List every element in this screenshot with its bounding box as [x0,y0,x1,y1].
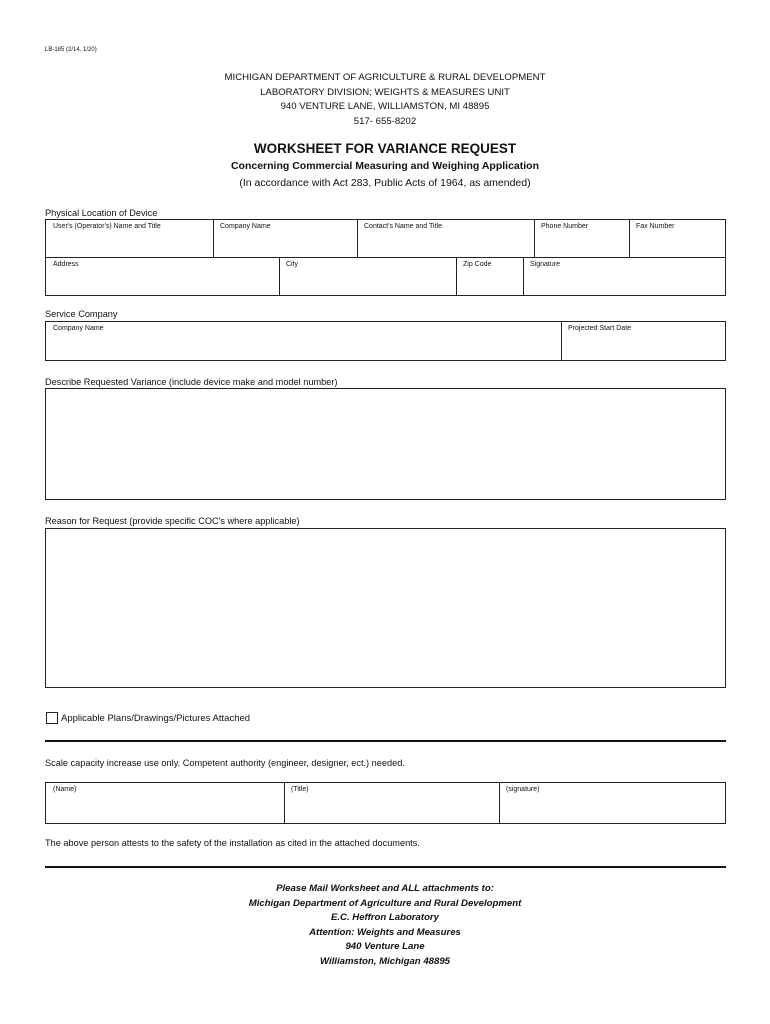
section-divider [45,866,726,868]
zip-code-field[interactable]: Zip Code [463,261,492,268]
act-reference: (In accordance with Act 283, Public Acts of 1964, as amended) [239,177,531,189]
authority-instructions: Scale capacity increase use only. Competent authority (engineer, designer, ect.) needed. [45,758,405,768]
mailing-street: 940 Venture Lane [345,941,425,952]
variance-textarea[interactable] [45,388,726,500]
signature-field[interactable]: Signature [530,261,560,268]
cell-divider [213,220,214,257]
authority-title-field[interactable]: (Title) [291,786,309,793]
form-id: LB-185 (2/14, 1/20) [45,47,97,53]
reason-label: Reason for Request (provide specific COC's where applicable) [45,516,300,526]
projected-start-date-field[interactable]: Projected Start Date [568,325,632,332]
agency-name: MICHIGAN DEPARTMENT OF AGRICULTURE & RURAL DEVELOPMENT [224,72,546,83]
mailing-agency: Michigan Department of Agriculture and Rural Development [248,897,522,909]
city-field[interactable]: City [286,261,299,268]
cell-divider [523,257,524,295]
row-divider [46,257,725,258]
variance-label: Describe Requested Variance (include device make and model number) [45,377,338,387]
page-title: WORKSHEET FOR VARIANCE REQUEST [253,141,517,156]
section-divider [45,740,726,742]
fax-number-field[interactable]: Fax Number [636,223,675,230]
attestation-text: The above person attests to the safety of the installation as cited in the attached documents. [45,838,420,848]
address-field[interactable]: Address [53,261,79,268]
mailing-city: Williamston, Michigan 48895 [320,955,450,967]
authority-name-field[interactable]: (Name) [53,786,77,793]
cell-divider [561,322,562,360]
agency-header [0,71,770,129]
page-subtitle: Concerning Commercial Measuring and Weighing Application [230,160,540,172]
agency-phone: 517- 655-8202 [353,115,417,127]
mailing-lab: E.C. Heffron Laboratory [330,912,440,923]
attachments-label: Applicable Plans/Drawings/Pictures Attached [61,713,251,724]
agency-address: 940 VENTURE LANE, WILLIAMSTON, MI 48895 [280,101,490,112]
mailing-heading: Please Mail Worksheet and ALL attachments to: [276,883,494,894]
service-company-label: Service Company [45,309,118,319]
cell-divider [357,220,358,257]
cell-divider [284,783,285,823]
authority-table [45,782,726,824]
cell-divider [456,257,457,295]
cell-divider [534,220,535,257]
division-name: LABORATORY DIVISION; WEIGHTS & MEASURES UNIT [260,86,510,98]
cell-divider [279,257,280,295]
reason-textarea[interactable] [45,528,726,688]
service-company-name-field[interactable]: Company Name [53,325,104,332]
company-name-field[interactable]: Company Name [220,223,271,230]
phone-number-field[interactable]: Phone Number [541,223,589,230]
authority-signature-field[interactable]: (signature) [506,786,540,793]
device-location-label: Physical Location of Device [45,208,158,218]
mailing-instructions [0,882,770,969]
operator-name-field[interactable]: User's (Operator's) Name and Title [53,223,161,230]
service-company-table [45,321,726,361]
device-location-table [45,219,726,296]
contact-name-field[interactable]: Contact's Name and Title [364,223,442,230]
mailing-attention: Attention: Weights and Measures [309,926,461,938]
attachments-checkbox[interactable] [46,712,58,724]
cell-divider [499,783,500,823]
cell-divider [629,220,630,257]
